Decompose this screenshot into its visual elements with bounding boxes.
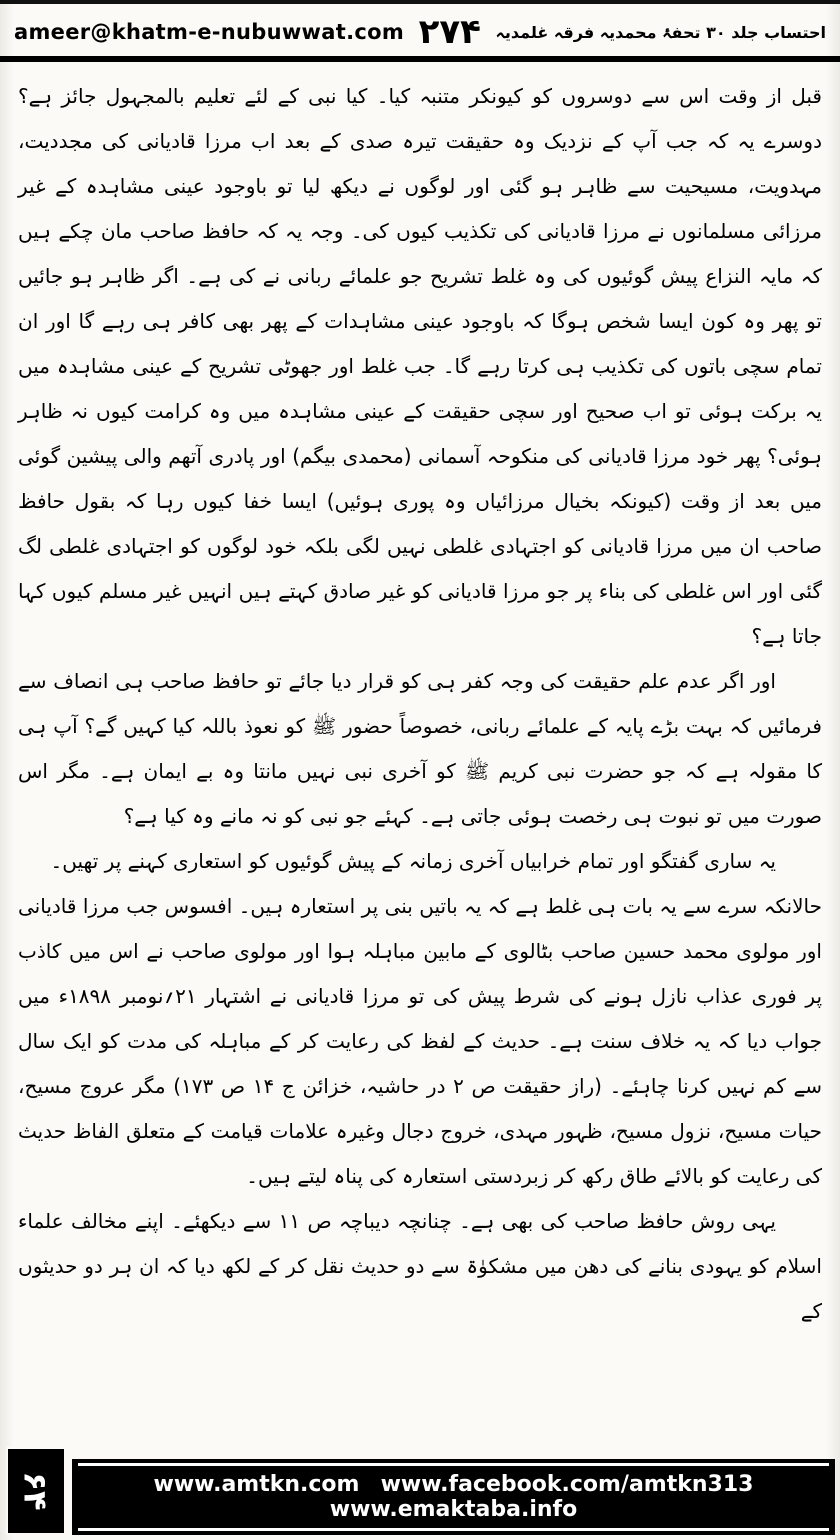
paragraph: یہی روش حافظ صاحب کی بھی ہے۔ چنانچہ دیباچہ ص ۱۱ سے دیکھئے۔ اپنے مخالف علماء اسلام کو یہودی بنانے کی دھن میں مشکوٰۃ سے دو حدیث نقل کر کے لکھ دیا کہ ان ہر دو حدیثوں کے bbox=[18, 1209, 822, 1323]
side-page-mark-box bbox=[6, 1447, 66, 1535]
page-number: ۲۷۴ bbox=[418, 12, 481, 52]
header-email: ameer@khatm-e-nubuwwat.com bbox=[14, 20, 405, 44]
footer-links bbox=[78, 1463, 829, 1531]
footer-link-amtkn: www.amtkn.com bbox=[153, 1472, 360, 1497]
page-header bbox=[0, 4, 840, 62]
paragraph: اور اگر عدم علم حقیقت کی وجہ کفر ہی کو قرار دیا جائے تو حافظ صاحب ہی انصاف سے فرمائیں کہ بہت بڑے پایہ کے علمائے ربانی، خصوصاً حضور ﷺ کو نعوذ باللہ کیا کہیں گے؟ آپ ہی کا مقولہ ہے کہ جو حضرت نبی کریم ﷺ کو آخری نبی نہیں مانتا وہ بے ایمان ہے۔ مگر اس صورت میں تو نبوت ہی رخصت ہوئی جاتی ہے۔ کہئے جو نبی کو نہ مانے وہ کیا ہے؟ bbox=[18, 669, 822, 828]
page-body-text bbox=[0, 62, 840, 1414]
side-page-mark: ۶۴ bbox=[17, 1471, 55, 1511]
book-title: احتساب جلد ۳۰ تحفۂ محمدیہ فرقہ غلمدیہ bbox=[495, 22, 826, 42]
paragraph: یہ ساری گفتگو اور تمام خرابیاں آخری زمانہ کے پیش گوئیوں کو استعاری کہنے پر تھیں۔ bbox=[50, 849, 776, 873]
page-footer bbox=[0, 1444, 840, 1540]
footer-bar bbox=[72, 1459, 835, 1535]
footer-link-emaktaba: www.emaktaba.info bbox=[329, 1497, 578, 1522]
paragraph: قبل از وقت اس سے دوسروں کو کیونکر متنبہ کیا۔ کیا نبی کے لئے تعلیم بالمجہول جائز ہے؟ دوسرے یہ کہ جب آپ کے نزدیک وہ حقیقت تیرہ صدی کے بعد اب مرزا قادیانی کی مجددیت، مہدویت، مسیحیت سے ظاہر ہو گئی اور لوگوں نے دیکھ لیا تو باوجود عینی مشاہدہ کے غیر مرزائی مسلمانوں نے مرزا قادیانی کی تکذیب کیوں کی۔ وجہ یہ کہ حافظ صاحب مان چکے ہیں کہ مایہ النزاع پیش گوئیوں کی وہ غلط تشریح جو علمائے ربانی نے کی ہے۔ اگر ظاہر ہو جائیں تو پھر وہ کون ایسا شخص ہوگا کہ باوجود عینی مشاہدات کے پھر بھی کافر ہی رہے گا اور ان تمام سچی باتوں کی تکذیب ہی کرتا رہے گا۔ جب غلط اور جھوٹی تشریح کے عینی مشاہدہ میں یہ برکت ہوئی تو اب صحیح اور سچی حقیقت کے عینی مشاہدہ میں وہ کرامت کیوں نہ ظاہر ہوئی؟ پھر خود مرزا قادیانی کی منکوحہ آسمانی (محمدی بیگم) اور پادری آتھم والی پیشین گوئی میں بعد از وقت (کیونکہ بخیال مرزائیاں وہ پوری ہوئیں) ایسا خفا کیوں رہا کہ بقول حافظ صاحب ان میں مرزا قادیانی کو اجتہادی غلطی نہیں لگی بلکہ خود لوگوں کو اجتہادی غلطی لگ گئی اور اس غلطی کی بناء پر جو مرزا قادیانی کو غیر صادق کہتے ہیں انہیں غیر مسلم کیوں کہا جاتا ہے؟ bbox=[18, 84, 822, 648]
paragraph: حالانکہ سرے سے یہ بات ہی غلط ہے کہ یہ باتیں بنی پر استعارہ ہیں۔ افسوس جب مرزا قادیانی اور مولوی محمد حسین صاحب بٹالوی کے مابین مباہلہ ہوا اور مولوی صاحب نے اس میں کاذب پر فوری عذاب نازل ہونے کی شرط پیش کی تو مرزا قادیانی نے اشتہار ۲۱؍نومبر ۱۸۹۸ء میں جواب دیا کہ یہ خلاف سنت ہے۔ حدیث کے لفظ کی رعایت کر کے مباہلہ کی مدت کو ایک سال سے کم نہیں کرنا چاہئے۔ (راز حقیقت ص ۲ در حاشیہ، خزائن ج ۱۴ ص ۱۷۳) مگر عروج مسیح، حیات مسیح، نزول مسیح، ظہور مہدی، خروج دجال وغیرہ علامات قیامت کے متعلق الفاظ حدیث کی رعایت کو بالائے طاق رکھ کر زبردستی استعارہ کی پناہ لیتے ہیں۔ bbox=[18, 894, 823, 1188]
footer-link-facebook: www.facebook.com/amtkn313 bbox=[380, 1472, 754, 1497]
